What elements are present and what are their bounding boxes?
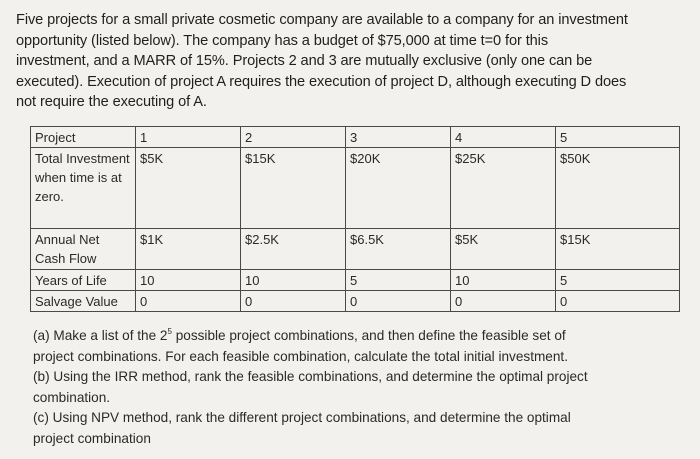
intro-line: investment, and a MARR of 15%. Projects 2 and 3 are mutually exclusive (only one can be (16, 53, 593, 70)
question-text: possible project combinations, and then define the feasible set of (171, 328, 566, 343)
table-row-label: Annual Net Cash Flow (31, 229, 136, 270)
table-cell: Project (31, 127, 136, 148)
problem-statement (16, 10, 676, 113)
question-b: (b) Using the IRR method, rank the feasible combinations, and determine the optimal project (33, 369, 588, 385)
table-cell: 0 (451, 291, 556, 312)
intro-line: executed). Execution of project A requires the execution of project D, although executing D does (16, 73, 627, 90)
table-cell: 0 (241, 291, 346, 312)
table-row-label: Total Investment when time is at zero. (31, 148, 136, 229)
intro-line: not require the executing of A. (16, 94, 207, 111)
table-cell: 5 (346, 270, 451, 291)
intro-line: opportunity (listed below). The company has a budget of $75,000 at time t=0 for this (16, 32, 549, 49)
intro-line: Five projects for a small private cosmetic company are available to a company for an investment (16, 12, 628, 28)
question-text: project combinations. For each feasible combination, calculate the total initial investment. (33, 348, 568, 364)
table-cell: $50K (556, 148, 680, 229)
table-cell: $1K (136, 229, 241, 270)
table-cell: 0 (136, 291, 241, 312)
table-cell: 10 (136, 270, 241, 291)
table-cell: 10 (241, 270, 346, 291)
table-cell: 1 (136, 127, 241, 148)
question-text: (a) Make a list of the 2 (33, 328, 168, 343)
question-c: (c) Using NPV method, rank the different project combinations, and determine the optimal (33, 410, 571, 426)
table-cell: 0 (346, 291, 451, 312)
table-row (31, 291, 680, 312)
table-cell: $6.5K (346, 229, 451, 270)
table-cell: 5 (556, 270, 680, 291)
table-row (31, 229, 680, 270)
table-cell: 4 (451, 127, 556, 148)
question-a (33, 326, 673, 347)
table-cell: 3 (346, 127, 451, 148)
table-cell: $20K (346, 148, 451, 229)
table-cell: $15K (556, 229, 680, 270)
exponent: 5 (167, 327, 172, 336)
questions (33, 326, 673, 450)
table-cell: 0 (556, 291, 680, 312)
table-row-label: Salvage Value (31, 291, 136, 312)
table-cell: $15K (241, 148, 346, 229)
table-cell: 2 (241, 127, 346, 148)
question-text: combination. (33, 389, 111, 405)
table-row (31, 148, 680, 229)
table-cell: 5 (556, 127, 680, 148)
table-cell: $5K (451, 229, 556, 270)
table-cell: $5K (136, 148, 241, 229)
table-header-row (31, 127, 680, 148)
table-cell: $2.5K (241, 229, 346, 270)
table-row (31, 270, 680, 291)
table-row-label: Years of Life (31, 270, 136, 291)
table-cell: $25K (451, 148, 556, 229)
project-table (30, 126, 680, 312)
question-text: project combination (33, 430, 151, 446)
table-cell: 10 (451, 270, 556, 291)
